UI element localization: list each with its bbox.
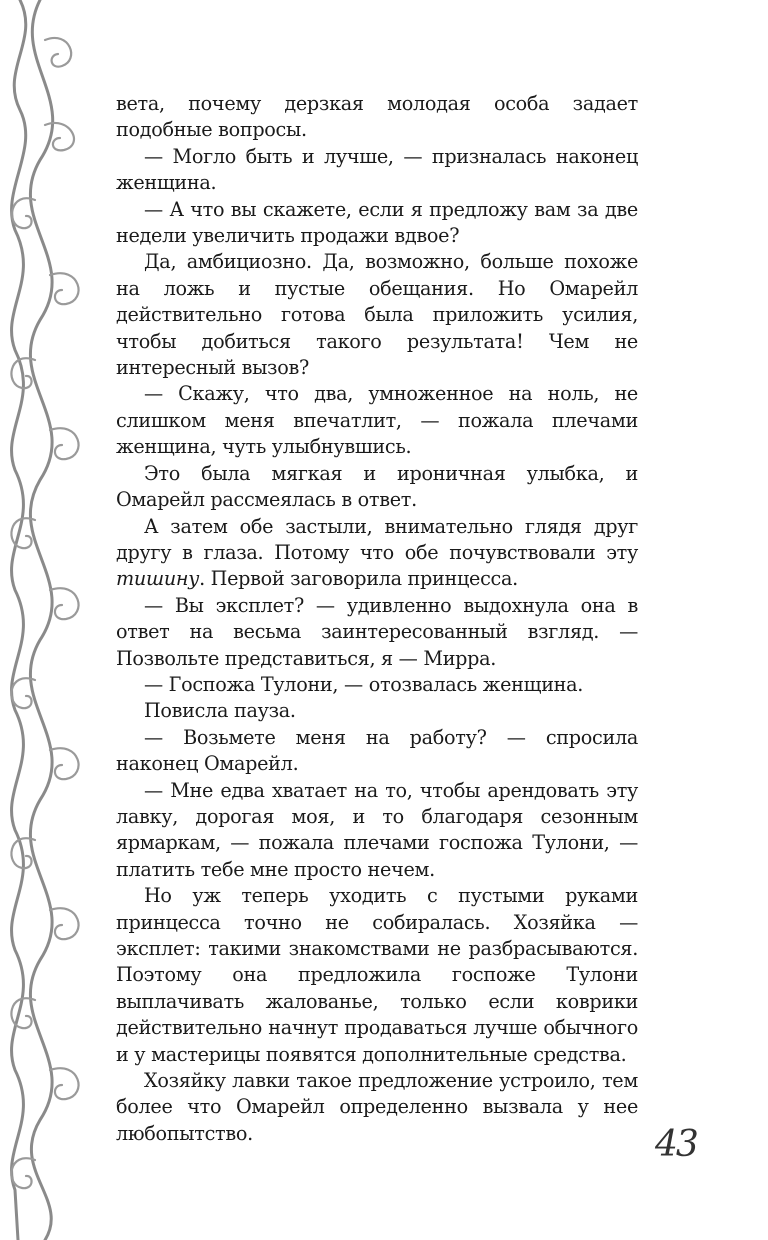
paragraph: Это была мягкая и ироничная улыбка, и Омарейл рассмеялась в ответ. <box>116 461 638 512</box>
paragraph: Повисла пауза. <box>144 699 296 723</box>
paragraph: — Вы эксплет? — удивленно выдохнула она в ответ на весьма заинтересованный взгляд. — Позвольте представиться, я — Мирра. <box>116 593 638 670</box>
paragraph-text: . Первой заговорила принцесса. <box>199 567 518 591</box>
paragraph: Да, амбициозно. Да, возможно, больше похоже на ложь и пустые обещания. Но Омарейл действительно готова была приложить усилия, чтобы добиться такого результата! Чем не интересный вызов? <box>116 250 638 380</box>
paragraph: вета, почему дерзкая молодая особа задает подобные вопросы. <box>116 92 638 142</box>
paragraph: — Могло быть и лучше, — призналась наконец женщина. <box>116 144 638 195</box>
paragraph: Но уж теперь уходить с пустыми руками принцесса точно не собиралась. Хозяйка — эксплет: такими знакомствами не разбрасываются. Поэтому она предложила госпоже Тулони выплачивать жалованье, только если коврики действительно начнут продаваться лучше обычного и у мастерицы появятся дополнительные средства. <box>116 884 638 1066</box>
paragraph: — Мне едва хватает на то, чтобы арендовать эту лавку, дорогая моя, и то благодаря сезонным ярмаркам, — пожала плечами госпожа Тулони, — платить тебе мне просто нечем. <box>116 778 638 881</box>
body-text <box>116 91 638 1147</box>
paragraph: — А что вы скажете, если я предложу вам за две недели увеличить продажи вдвое? <box>116 197 638 248</box>
paragraph: Хозяйку лавки такое предложение устроило, тем более что Омарейл определенно вызвала у нее любопытство. <box>116 1069 638 1145</box>
emphasis-word: тишину <box>116 567 200 591</box>
paragraph: — Госпожа Тулони, — отозвалась женщина. <box>144 672 584 696</box>
paragraph: — Возьмете меня на работу? — спросила наконец Омарейл. <box>116 725 638 776</box>
paragraph <box>116 514 638 593</box>
page-number: 43 <box>655 1124 697 1165</box>
paragraph-text: А затем обе застыли, внимательно глядя друг другу в глаза. Потому что обе почувствовали эту <box>116 514 638 564</box>
paragraph: — Скажу, что два, умноженное на ноль, не слишком меня впечатлит, — пожала плечами женщина, чуть улыбнувшись. <box>116 382 638 459</box>
swirl-border-ornament-icon <box>0 0 100 1240</box>
